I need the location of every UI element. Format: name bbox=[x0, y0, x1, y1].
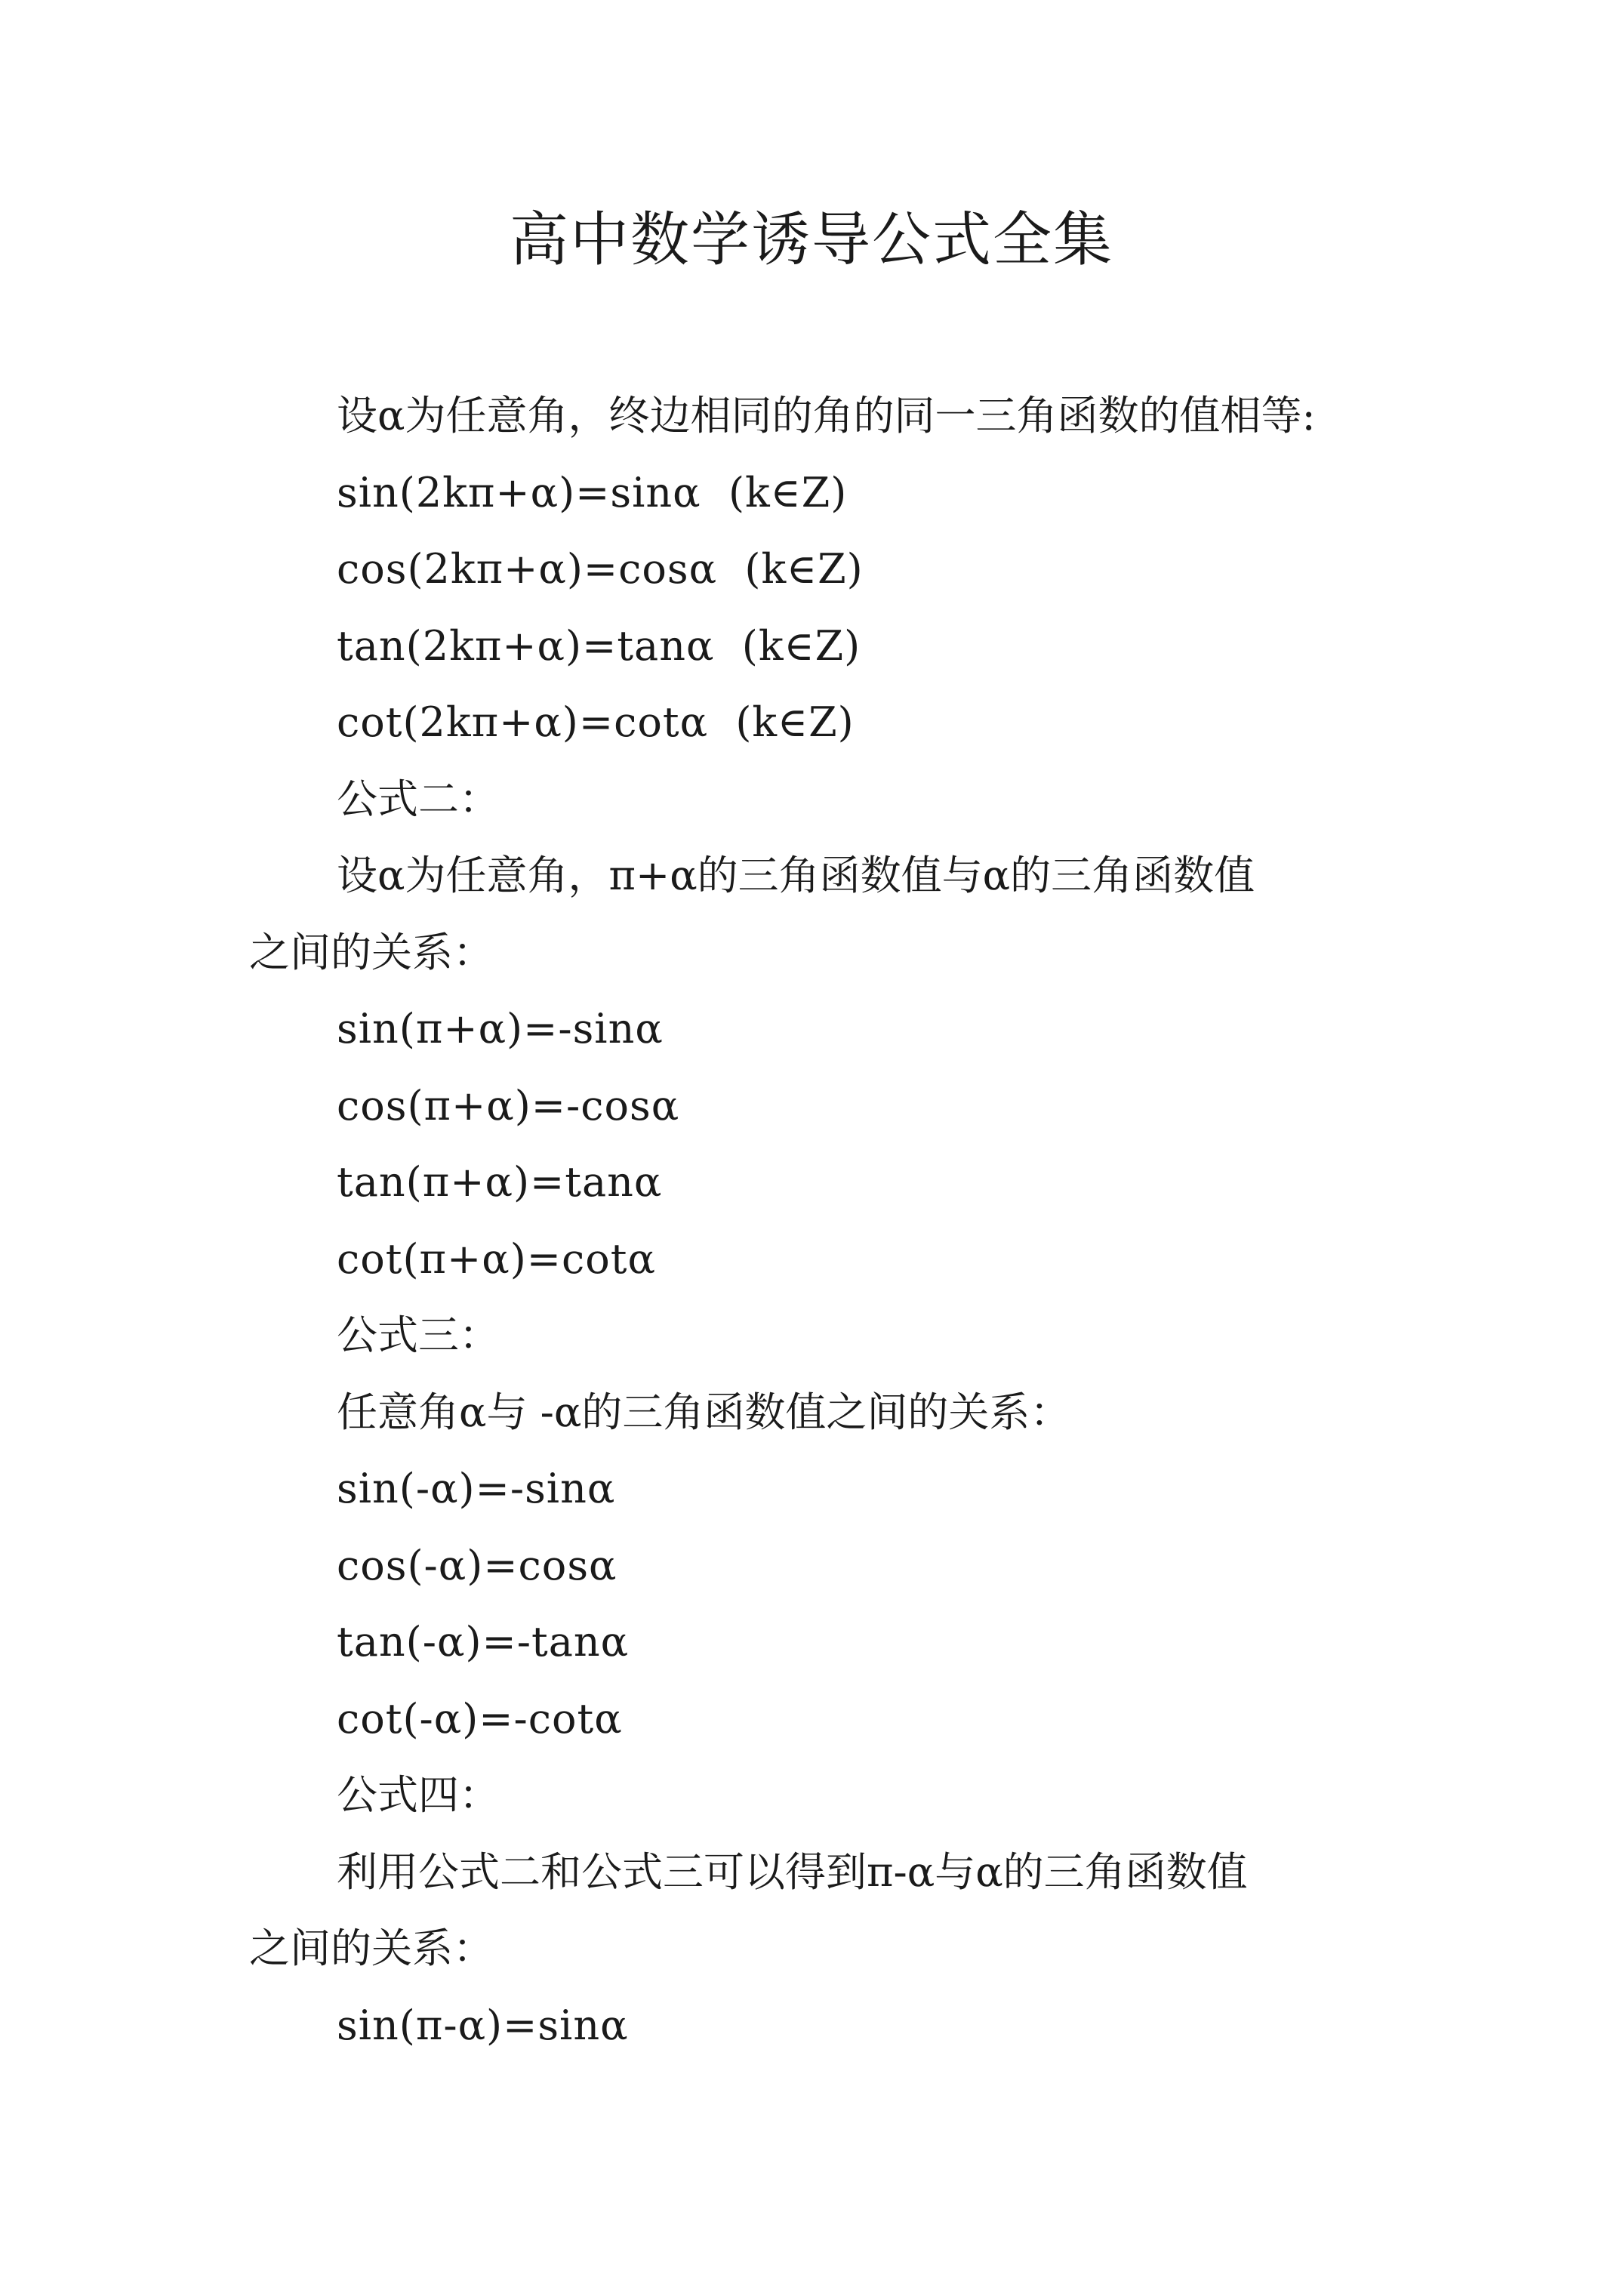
formula-line: cot(π+α)=cotα bbox=[337, 1234, 656, 1283]
formula-line: sin(π+α)=-sinα bbox=[337, 1005, 664, 1052]
text-line: 任意角α与 -α的三角函数值之间的关系： bbox=[337, 1388, 1071, 1436]
section-heading: 公式四： bbox=[337, 1771, 500, 1819]
section-heading: 公式三： bbox=[337, 1311, 500, 1359]
formula-line: cos(-α)=cosα bbox=[337, 1541, 617, 1589]
formula-line: tan(2kπ+α)=tanα (k∈Z) bbox=[337, 621, 861, 670]
formula-line: cot(2kπ+α)=cotα (k∈Z) bbox=[337, 698, 855, 746]
text-line: 设α为任意角，π+α的三角函数值与α的三角函数值 bbox=[337, 852, 1255, 899]
text-line: 之间的关系： bbox=[249, 928, 494, 976]
formula-line: cos(2kπ+α)=cosα (k∈Z) bbox=[337, 545, 864, 593]
formula-line: tan(-α)=-tanα bbox=[337, 1618, 630, 1666]
formula-line: cos(π+α)=-cosα bbox=[337, 1081, 680, 1130]
formula-line: sin(2kπ+α)=sinα (k∈Z) bbox=[337, 468, 848, 516]
document-body bbox=[249, 378, 1397, 2063]
text-line: 设α为任意角，终边相同的角的同一三角函数的值相等: bbox=[337, 392, 1316, 439]
formula-line: cot(-α)=-cotα bbox=[337, 1694, 623, 1743]
section-heading: 公式二： bbox=[337, 775, 500, 823]
text-line: 利用公式二和公式三可以得到π-α与α的三角函数值 bbox=[337, 1848, 1248, 1896]
formula-line: sin(-α)=-sinα bbox=[337, 1465, 616, 1512]
formula-line: tan(π+α)=tanα bbox=[337, 1158, 663, 1206]
document-title: 高中数学诱导公式全集 bbox=[509, 206, 1113, 274]
formula-line: sin(π-α)=sinα bbox=[337, 2001, 629, 2049]
text-line: 之间的关系： bbox=[249, 1925, 494, 1972]
